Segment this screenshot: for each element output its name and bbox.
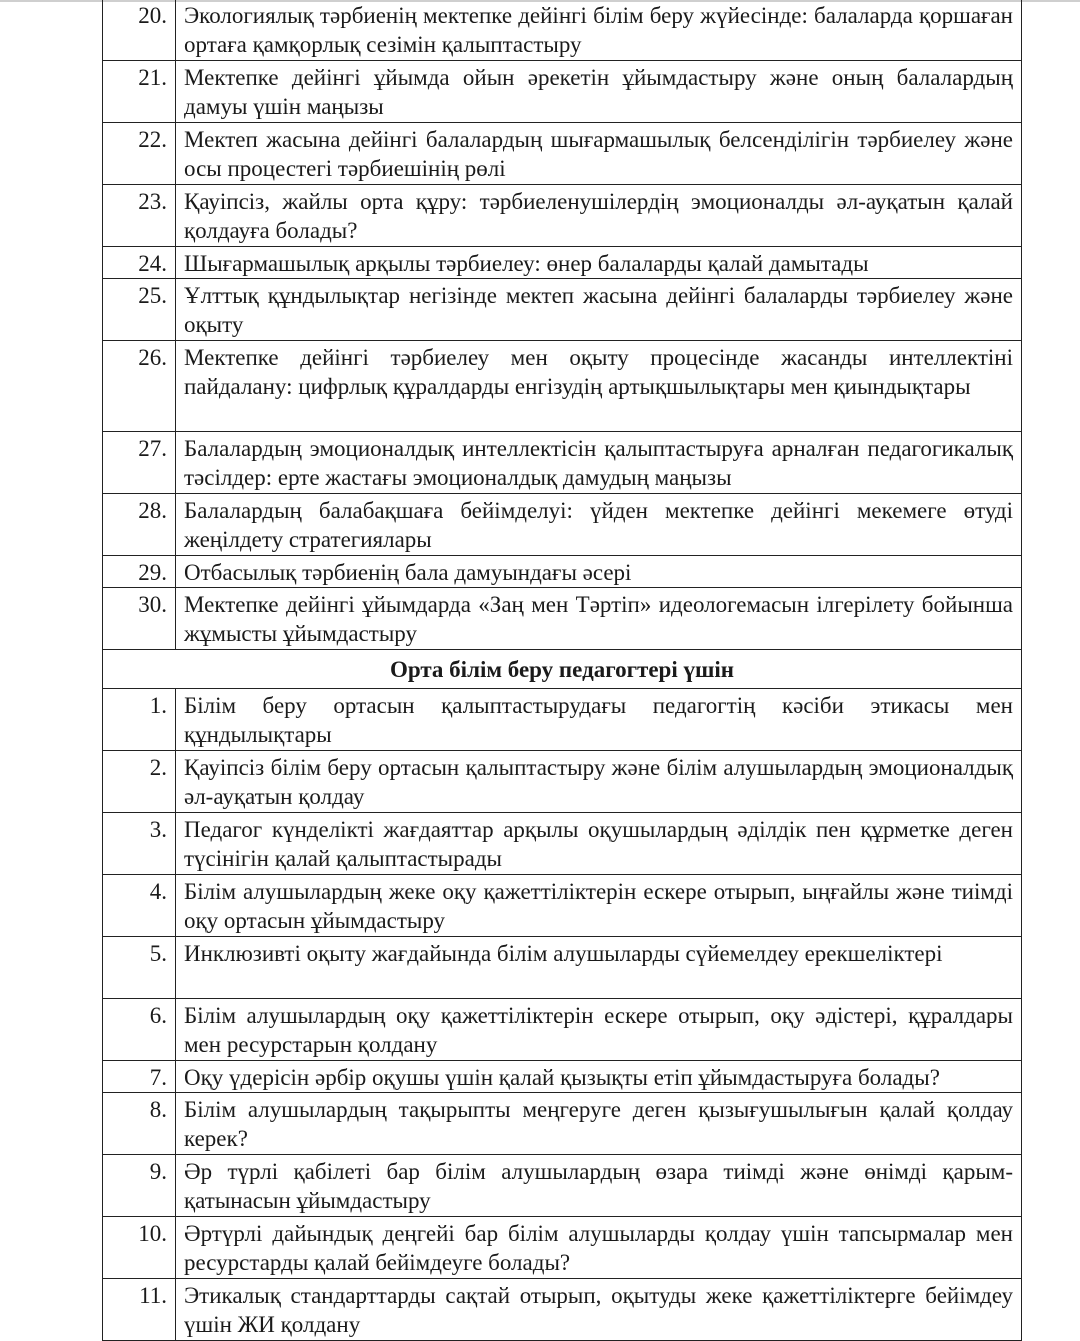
row-topic: Мектепке дейінгі тәрбиелеу мен оқыту процесінде жасанды интеллектіні пайдалану: цифрлық құралдарды енгізудің артықшылықтары мен қиындықтары	[176, 341, 1022, 432]
row-number: 30.	[103, 588, 176, 650]
row-number: 2.	[103, 751, 176, 813]
table-row	[103, 1093, 1022, 1155]
row-number: 5.	[103, 937, 176, 999]
row-topic: Әр түрлі қабілеті бар білім алушылардың өзара тиімді және өнімді қарым-қатынасын ұйымдастыру	[176, 1155, 1022, 1217]
row-number: 24.	[103, 247, 176, 279]
row-number: 8.	[103, 1093, 176, 1155]
row-topic: Оқу үдерісін әрбір оқушы үшін қалай қызықты етіп ұйымдастыруға болады?	[176, 1061, 1022, 1093]
table-row	[103, 185, 1022, 247]
row-topic: Ұлттық құндылықтар негізінде мектеп жасына дейінгі балаларды тәрбиелеу және оқыту	[176, 279, 1022, 341]
row-number: 7.	[103, 1061, 176, 1093]
row-topic: Әртүрлі дайындық деңгейі бар білім алушыларды қолдау үшін тапсырмалар мен ресурстарды қалай бейімдеуге болады?	[176, 1217, 1022, 1279]
table-row	[103, 1155, 1022, 1217]
row-topic: Қауіпсіз, жайлы орта құру: тәрбиеленушілердің эмоционалды әл-ауқатын қалай қолдауға болады?	[176, 185, 1022, 247]
section-header: Орта білім беру педагогтері үшін	[103, 650, 1022, 689]
row-topic: Этикалық стандарттарды сақтай отырып, оқытуды жеке қажеттіліктерге бейімдеу үшін ЖИ қолдану	[176, 1279, 1022, 1341]
row-topic: Мектеп жасына дейінгі балалардың шығармашылық белсенділігін тәрбиелеу және осы процестегі тәрбиешінің рөлі	[176, 123, 1022, 185]
table-row	[103, 279, 1022, 341]
row-topic: Білім алушылардың тақырыпты меңгеруге деген қызығушылығын қалай қолдау керек?	[176, 1093, 1022, 1155]
row-number: 4.	[103, 875, 176, 937]
table-row	[103, 247, 1022, 279]
row-number: 29.	[103, 556, 176, 588]
table-row	[103, 937, 1022, 999]
row-topic: Мектепке дейінгі ұйымда ойын әрекетін ұйымдастыру және оның балалардың дамуы үшін маңызы	[176, 61, 1022, 123]
table-row	[103, 1279, 1022, 1341]
row-number: 26.	[103, 341, 176, 432]
row-number: 9.	[103, 1155, 176, 1217]
table-row	[103, 123, 1022, 185]
row-topic: Білім алушылардың оқу қажеттіліктерін ескере отырып, оқу әдістері, құралдары мен ресурстарын қолдану	[176, 999, 1022, 1061]
row-topic: Балалардың балабақшаға бейімделуі: үйден мектепке дейінгі мекемеге өтуді жеңілдету стратегиялары	[176, 494, 1022, 556]
row-topic: Мектепке дейінгі ұйымдарда «Заң мен Тәртіп» идеологемасын ілгерілету бойынша жұмысты ұйымдастыру	[176, 588, 1022, 650]
table-row	[103, 494, 1022, 556]
row-number: 1.	[103, 689, 176, 751]
row-topic: Шығармашылық арқылы тәрбиелеу: өнер балаларды қалай дамытады	[176, 247, 1022, 279]
row-number: 22.	[103, 123, 176, 185]
row-number: 10.	[103, 1217, 176, 1279]
table-row	[103, 689, 1022, 751]
table-row	[103, 813, 1022, 875]
row-topic: Педагог күнделікті жағдаяттар арқылы оқушылардың әділдік пен құрметке деген түсінігін қалай қалыптастырады	[176, 813, 1022, 875]
table-row	[103, 556, 1022, 588]
row-topic: Отбасылық тәрбиенің бала дамуындағы әсері	[176, 556, 1022, 588]
section-header-row	[103, 650, 1022, 689]
table-row	[103, 432, 1022, 494]
table-row	[103, 1061, 1022, 1093]
table-row	[103, 875, 1022, 937]
row-number: 11.	[103, 1279, 176, 1341]
row-topic: Инклюзивті оқыту жағдайында білім алушыларды сүйемелдеу ерекшеліктері	[176, 937, 1022, 999]
row-number: 23.	[103, 185, 176, 247]
table-row	[103, 588, 1022, 650]
row-number: 21.	[103, 61, 176, 123]
row-topic: Білім беру ортасын қалыптастырудағы педагогтің кәсіби этикасы мен құндылықтары	[176, 689, 1022, 751]
row-number: 20.	[103, 0, 176, 61]
row-number: 25.	[103, 279, 176, 341]
table-row	[103, 0, 1022, 61]
table-row	[103, 61, 1022, 123]
row-topic: Қауіпсіз білім беру ортасын қалыптастыру және білім алушылардың эмоционалдық әл-ауқатын қолдау	[176, 751, 1022, 813]
row-topic: Білім алушылардың жеке оқу қажеттіліктерін ескере отырып, ыңғайлы және тиімді оқу ортасын ұйымдастыру	[176, 875, 1022, 937]
table-row	[103, 751, 1022, 813]
row-topic: Балалардың эмоционалдық интеллектісін қалыптастыруға арналған педагогикалық тәсілдер: ерте жастағы эмоционалдық дамудың маңызы	[176, 432, 1022, 494]
row-number: 6.	[103, 999, 176, 1061]
row-topic: Экологиялық тәрбиенің мектепке дейінгі білім беру жүйесінде: балаларда қоршаған ортаға қамқорлық сезімін қалыптастыру	[176, 0, 1022, 61]
row-number: 27.	[103, 432, 176, 494]
row-number: 3.	[103, 813, 176, 875]
row-number: 28.	[103, 494, 176, 556]
table-row	[103, 999, 1022, 1061]
table-row	[103, 1217, 1022, 1279]
table-row	[103, 341, 1022, 432]
topics-table	[102, 0, 1022, 1341]
